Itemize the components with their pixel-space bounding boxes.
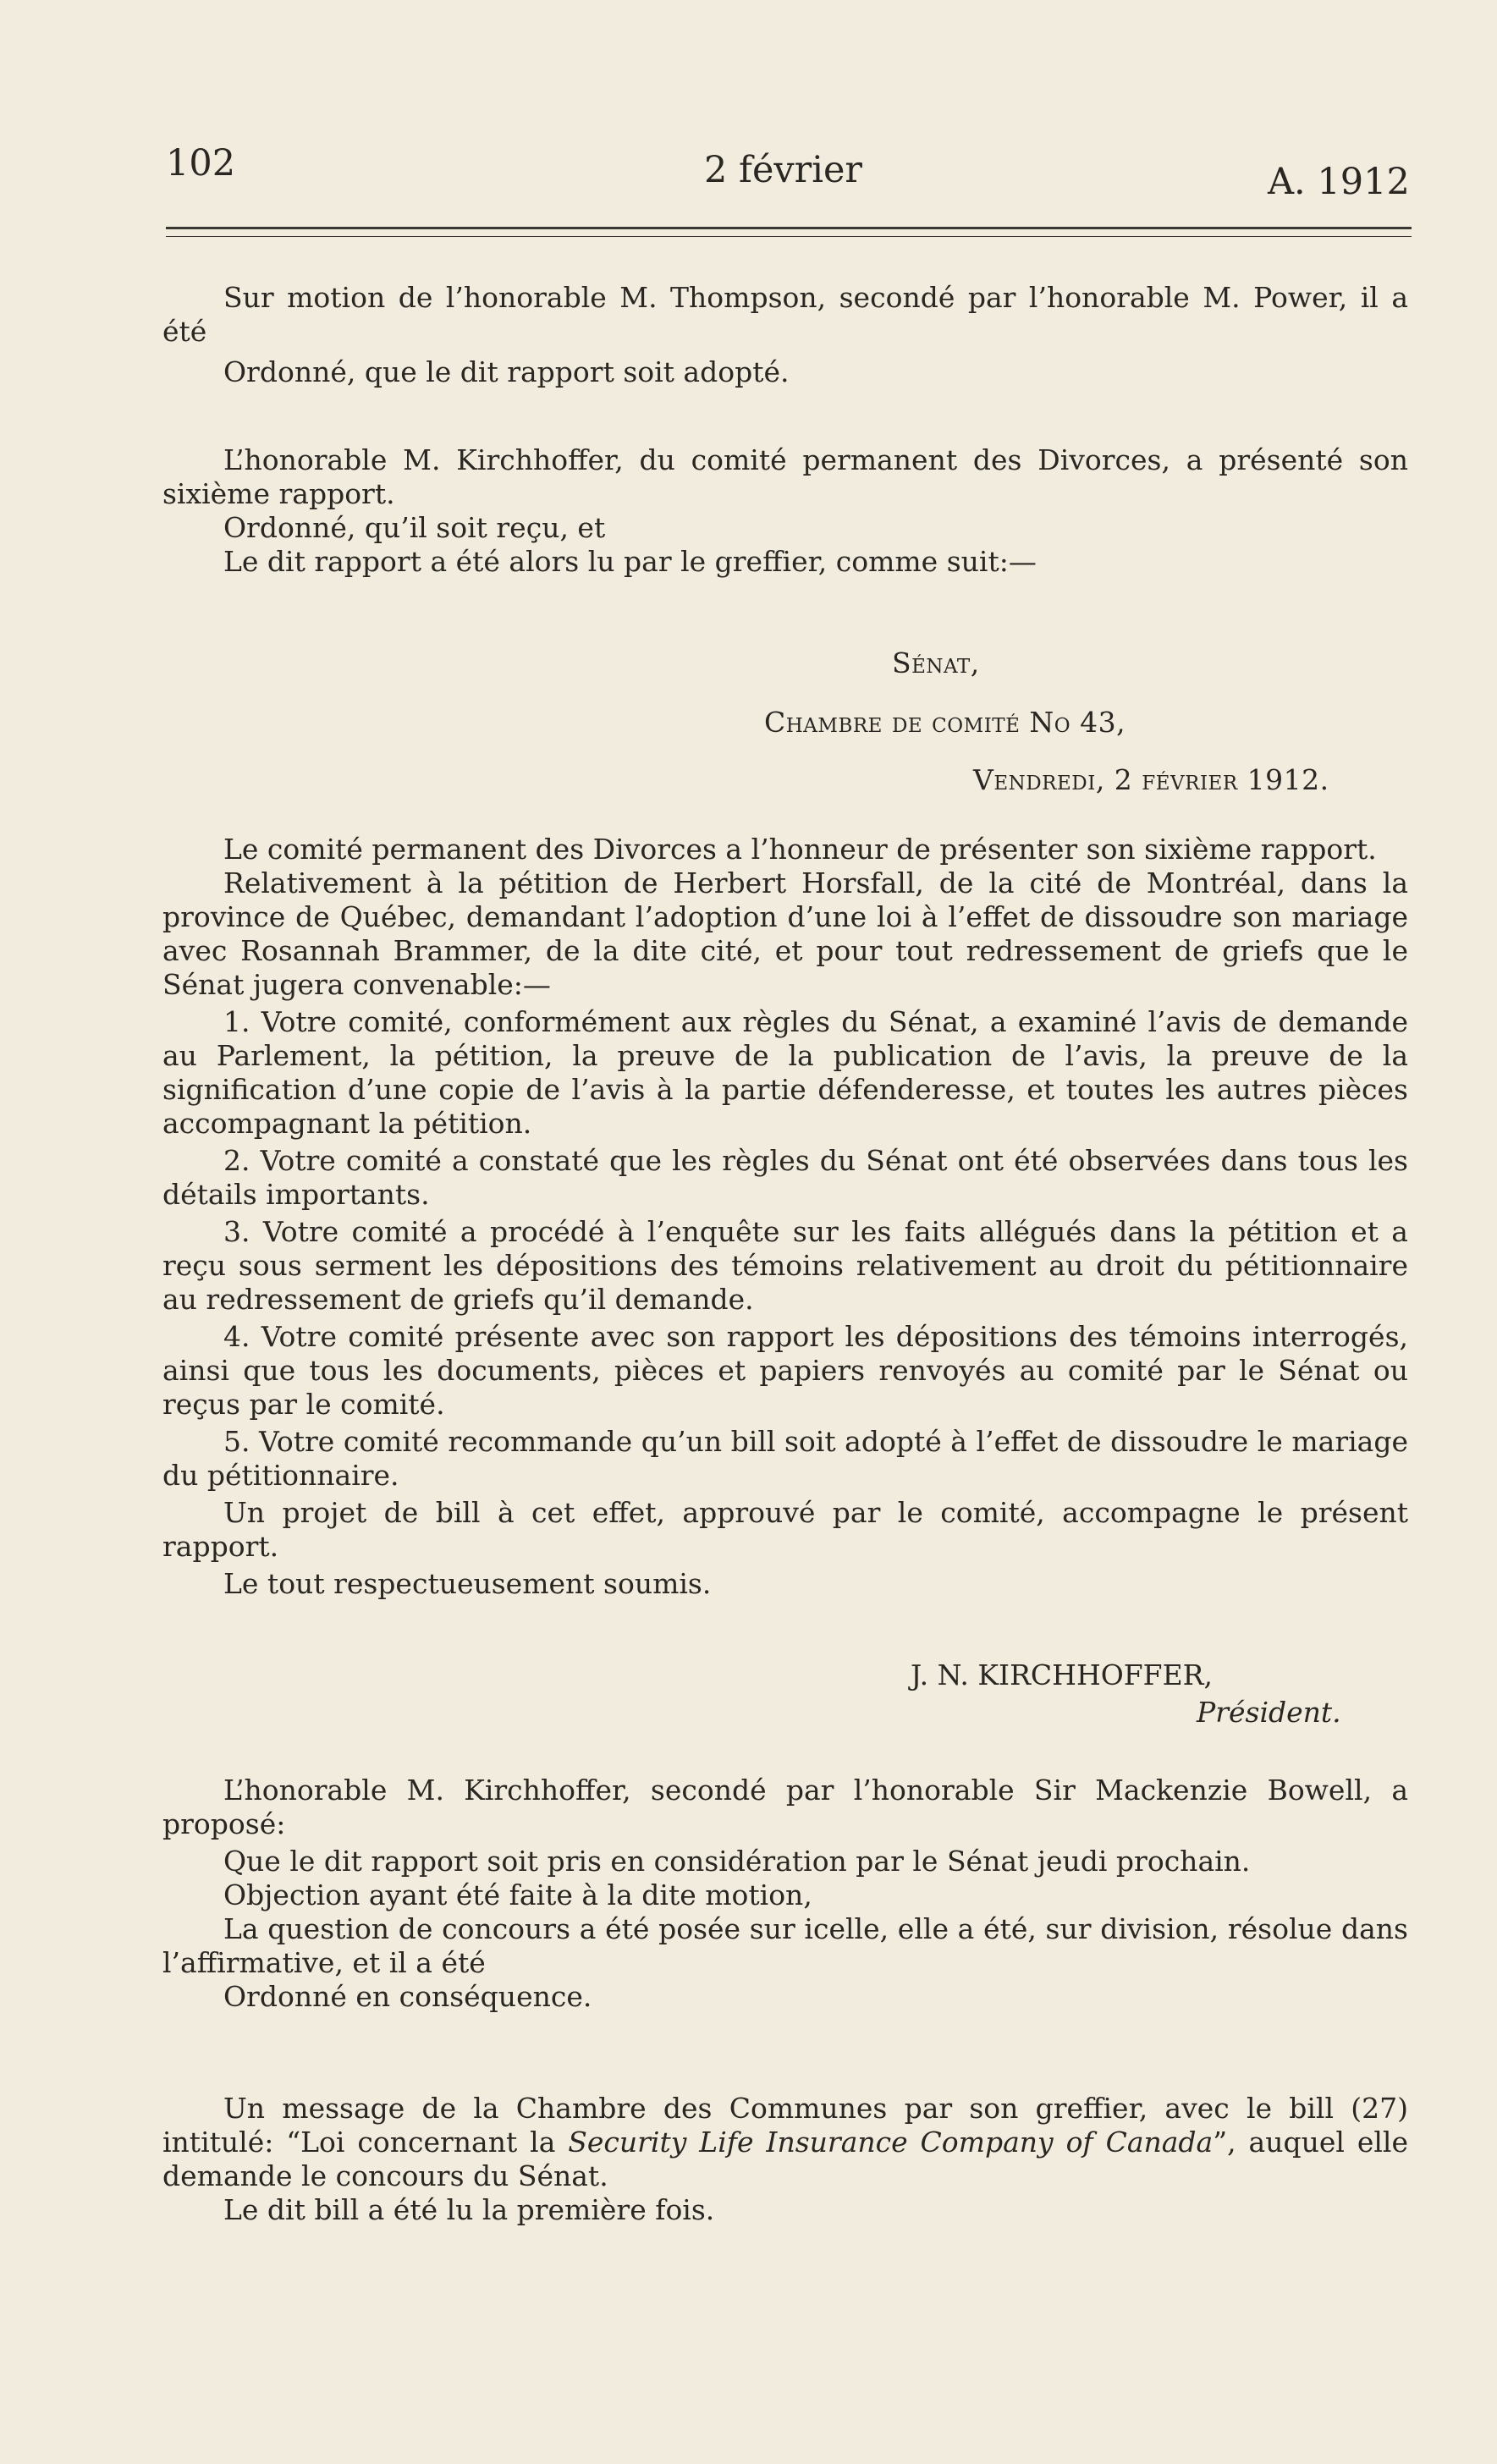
report-date-heading: Vendredi, 2 février 1912. [973,763,1329,796]
page-date: 2 février [704,149,862,191]
header-rule-thin [166,236,1412,237]
paragraph: L’honorable M. Kirchhoffer, du comité permanent des Divorces, a présenté son sixième rapport. [162,443,1408,510]
paragraph: Objection ayant été faite à la dite motion, [223,1878,812,1911]
paragraph: Un projet de bill à cet effet, approuvé par le comité, accompagne le présent rapport. [162,1496,1408,1563]
page-number: 102 [166,142,236,184]
report-chambre-heading: Chambre de comité No 43, [764,706,1126,739]
signatory-title: Président. [1197,1696,1341,1729]
section-kirchhoffer-report [162,443,1408,579]
paragraph: Relativement à la pétition de Herbert Horsfall, de la cité de Montréal, dans la province de Québec, demandant l’adoption d’une loi à l’effet de dissoudre son mariage avec Rosannah Brammer, de la dite cité, et pour tout redressement de griefs que le Sénat jugera convenable:— [162,866,1408,1001]
paragraph: La question de concours a été posée sur icelle, elle a été, sur division, résolue dans l’affirmative, et il a été [162,1912,1408,1979]
paragraph: Que le dit rapport soit pris en considération par le Sénat jeudi prochain. [223,1845,1251,1878]
paragraph: Ordonné, que le dit rapport soit adopté. [223,355,790,388]
year-reference: A. 1912 [1268,161,1410,203]
report-item-4: 4. Votre comité présente avec son rapport les dépositions des témoins interrogés, ainsi que tous les documents, pièces et papiers renvoyés au comité par le Sénat ou reçus par le comité. [162,1320,1408,1421]
report-senat-heading: Sénat, [892,646,980,679]
report-item-1: 1. Votre comité, conformément aux règles du Sénat, a examiné l’avis de demande au Parlement, la pétition, la preuve de la publication de l’avis, la preuve de la signification d’une copie de l’avis à la partie défenderesse, et toutes les autres pièces accompagnant la pétition. [162,1005,1408,1140]
paragraph: Le comité permanent des Divorces a l’honneur de présenter son sixième rapport. [223,833,1377,866]
paragraph: Ordonné, qu’il soit reçu, et [223,511,606,544]
report-body [162,833,1408,1601]
report-item-2: 2. Votre comité a constaté que les règles du Sénat ont été observées dans tous les détails importants. [162,1144,1408,1211]
paragraph [162,2092,1408,2193]
paragraph: Le tout respectueusement soumis. [223,1567,712,1600]
report-item-3: 3. Votre comité a procédé à l’enquête sur les faits allégués dans la pétition et a reçu sous serment les dépositions des témoins relativement au droit du pétitionnaire au redressement de griefs qu’il demande. [162,1215,1408,1316]
report-item-5: 5. Votre comité recommande qu’un bill soit adopté à l’effet de dissoudre le mariage du pétitionnaire. [162,1425,1408,1492]
paragraph: Sur motion de l’honorable M. Thompson, secondé par l’honorable M. Power, il a été [162,281,1408,348]
company-name: Security Life Insurance Company of Canada [568,2126,1214,2159]
paragraph: Ordonné en conséquence. [223,1980,592,2013]
signatory-name: J. N. KIRCHHOFFER, [911,1658,1214,1691]
paragraph: Le dit bill a été lu la première fois. [223,2193,715,2226]
section-motion-thompson [162,281,1408,389]
header-rule-thick [166,227,1412,229]
section-commons-message [162,2092,1408,2227]
message-text-end: ”, auquel elle demande le concours du Sénat. [162,2126,1408,2192]
paragraph: L’honorable M. Kirchhoffer, secondé par l’honorable Sir Mackenzie Bowell, a proposé: [162,1774,1408,1840]
paragraph: Le dit rapport a été alors lu par le greffier, comme suit:— [223,545,1037,578]
section-kirchhoffer-motion [162,1774,1408,2014]
message-text-start: Un message de la Chambre des Communes par son greffier, avec le bill (27) intitulé: “Loi concernant la [162,2092,1408,2159]
